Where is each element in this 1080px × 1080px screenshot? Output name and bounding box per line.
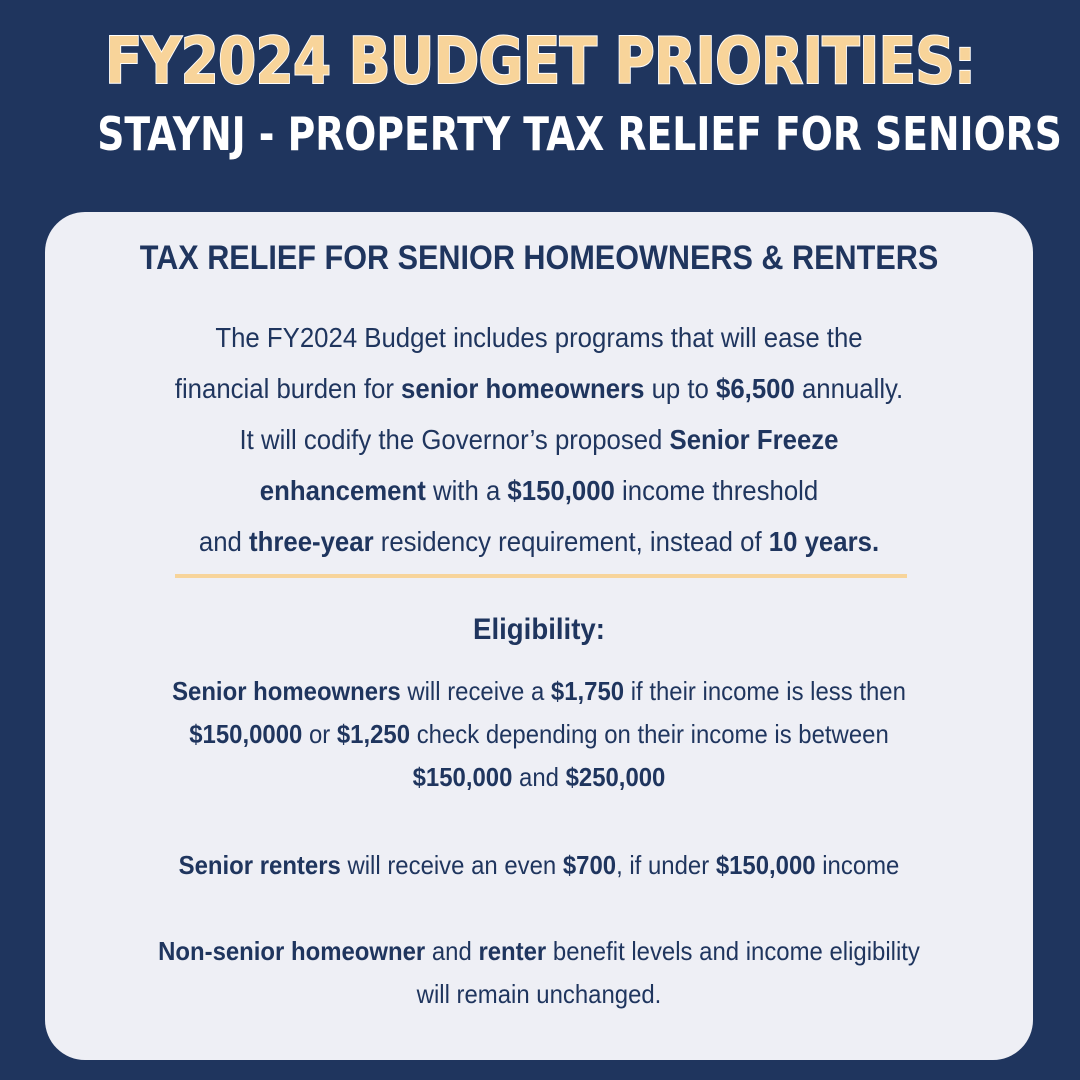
intro-line-2	[85, 363, 994, 414]
text: financial burden for	[174, 373, 402, 404]
text: The FY2024 Budget includes programs that will ease the	[215, 322, 863, 353]
renters-line-1	[85, 844, 994, 887]
text: check depending on their income is between	[410, 719, 889, 749]
emphasis: enhancement	[259, 475, 426, 506]
amount: $150,000	[507, 475, 615, 506]
headline-title: FY2024 BUDGET PRIORITIES:	[104, 25, 976, 99]
non-senior-line-2	[85, 973, 994, 1016]
divider	[175, 574, 907, 578]
eligibility-renters	[45, 844, 1033, 887]
emphasis: Senior renters	[178, 850, 341, 880]
homeowners-line-2	[85, 713, 994, 756]
text: with a	[425, 475, 508, 506]
text: and	[425, 936, 479, 966]
text: will receive a	[400, 676, 551, 706]
card-title: TAX RELIEF FOR SENIOR HOMEOWNERS & RENTERS	[139, 239, 939, 277]
emphasis: Senior Freeze	[669, 424, 839, 455]
homeowners-line-3	[85, 756, 994, 799]
text: and	[198, 526, 250, 557]
text: if their income is less then	[624, 676, 906, 706]
eligibility-heading: Eligibility:	[473, 613, 605, 646]
text: It will codify the Governor’s proposed	[239, 424, 670, 455]
text: residency requirement, instead of	[373, 526, 769, 557]
emphasis: renter	[478, 936, 547, 966]
text: will receive an even	[340, 850, 563, 880]
emphasis: Non-senior homeowner	[158, 936, 426, 966]
intro-line-3	[85, 414, 994, 465]
text: up to	[644, 373, 717, 404]
text: or	[302, 719, 337, 749]
headline-subtitle: STAYNJ - PROPERTY TAX RELIEF FOR SENIORS	[97, 107, 1062, 161]
amount: $150,000	[715, 850, 816, 880]
intro-line-4	[85, 465, 994, 516]
emphasis: 10 years.	[768, 526, 880, 557]
text: income threshold	[614, 475, 819, 506]
text: , if under	[616, 850, 716, 880]
homeowners-line-1	[85, 670, 994, 713]
amount: $1,750	[550, 676, 625, 706]
emphasis: Senior homeowners	[172, 676, 401, 706]
text: benefit levels and income eligibility	[546, 936, 920, 966]
emphasis: three-year	[249, 526, 374, 557]
text: annually.	[794, 373, 904, 404]
intro-line-5	[85, 516, 994, 567]
text: will remain unchanged.	[416, 979, 662, 1009]
text: and	[512, 762, 566, 792]
eligibility-non-senior	[45, 930, 1033, 1016]
amount: $150,0000	[189, 719, 303, 749]
info-card	[45, 212, 1033, 1060]
non-senior-line-1	[85, 930, 994, 973]
emphasis: senior homeowners	[401, 373, 645, 404]
eligibility-homeowners	[45, 670, 1033, 799]
amount: $700	[562, 850, 617, 880]
intro-line-1	[85, 312, 994, 363]
amount: $250,000	[565, 762, 666, 792]
text: income	[815, 850, 900, 880]
amount: $1,250	[336, 719, 411, 749]
amount: $6,500	[716, 373, 795, 404]
amount: $150,000	[412, 762, 513, 792]
intro-paragraph	[45, 312, 1033, 567]
